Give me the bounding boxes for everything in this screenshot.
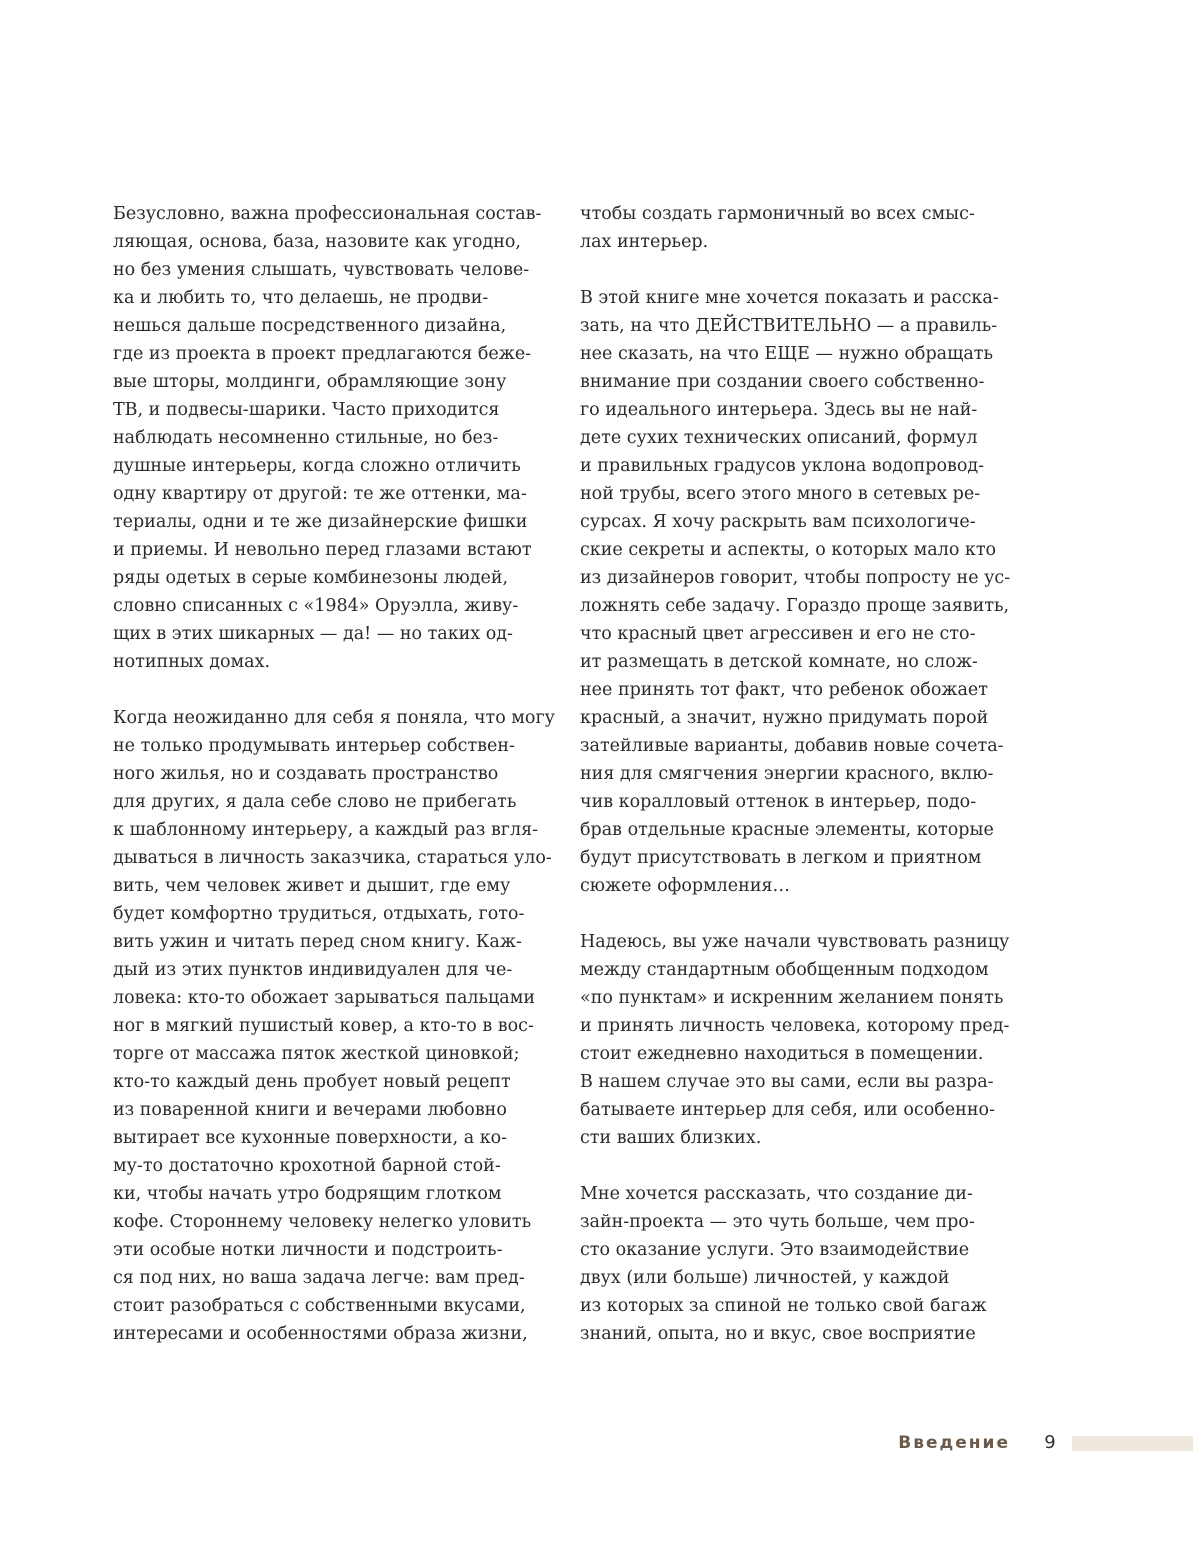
- text-line: стоит ежедневно находиться в помещении.: [580, 1044, 984, 1064]
- right-text-column: [580, 200, 1010, 1348]
- text-line: где из проекта в проект предлагаются беже-: [113, 344, 532, 364]
- text-line: щих в этих шикарных — да! — но таких од-: [113, 624, 513, 644]
- text-line: Когда неожиданно для себя я поняла, что могу: [113, 708, 555, 728]
- text-line: го идеального интерьера. Здесь вы не най-: [580, 400, 978, 420]
- text-line: чив коралловый оттенок в интерьер, подо-: [580, 792, 977, 812]
- text-line: ТВ, и подвесы-шарики. Часто приходится: [113, 400, 500, 420]
- paragraph: [580, 928, 1010, 1152]
- text-line: «по пунктам» и искренним желанием понять: [580, 988, 1004, 1008]
- text-line: и принять личность человека, которому пред-: [580, 1016, 1010, 1036]
- text-line: В нашем случае это вы сами, если вы разра-: [580, 1072, 994, 1092]
- text-line: эти особые нотки личности и подстроить-: [113, 1240, 503, 1260]
- text-line: из дизайнеров говорит, чтобы попросту не ус-: [580, 568, 1011, 588]
- text-line: двух (или больше) личностей, у каждой: [580, 1268, 950, 1288]
- text-line: что красный цвет агрессивен и его не сто-: [580, 624, 976, 644]
- text-line: ного жилья, но и создавать пространство: [113, 764, 499, 784]
- footer-decorative-bar: [1072, 1436, 1193, 1451]
- left-text-column: [113, 200, 555, 1348]
- text-line: сти ваших близких.: [580, 1128, 762, 1148]
- text-line: знаний, опыта, но и вкус, свое восприятие: [580, 1324, 976, 1344]
- text-line: из которых за спиной не только свой багаж: [580, 1296, 987, 1316]
- text-line: ловека: кто-то обожает зарываться пальцами: [113, 988, 535, 1008]
- text-line: ки, чтобы начать утро бодрящим глотком: [113, 1184, 502, 1204]
- text-line: зайн-проекта — это чуть больше, чем про-: [580, 1212, 975, 1232]
- text-line: вить ужин и читать перед сном книгу. Каж-: [113, 932, 522, 952]
- text-line: между стандартным обобщенным подходом: [580, 960, 989, 980]
- text-line: и правильных градусов уклона водопровод-: [580, 456, 985, 476]
- text-line: ся под них, но ваша задача легче: вам пред-: [113, 1268, 525, 1288]
- text-line: но без умения слышать, чувствовать челове-: [113, 260, 530, 280]
- paragraph: [580, 284, 1010, 900]
- text-line: ния для смягчения энергии красного, вклю-: [580, 764, 994, 784]
- footer-section-title: Введение: [898, 1433, 1010, 1453]
- text-line: ляющая, основа, база, назовите как угодно,: [113, 232, 521, 252]
- text-line: вить, чем человек живет и дышит, где ему: [113, 876, 511, 896]
- text-line: красный, а значит, нужно придумать порой: [580, 708, 989, 728]
- paragraph: [113, 704, 555, 1348]
- text-line: одну квартиру от другой: те же оттенки, ма-: [113, 484, 527, 504]
- text-line: му-то достаточно крохотной барной стой-: [113, 1156, 501, 1176]
- text-line: нее сказать, на что ЕЩЕ — нужно обращать: [580, 344, 994, 364]
- text-line: затейливые варианты, добавив новые сочета-: [580, 736, 1004, 756]
- paragraph: [580, 200, 1010, 256]
- page-number: 9: [1044, 1432, 1056, 1453]
- text-line: сто оказание услуги. Это взаимодействие: [580, 1240, 970, 1260]
- text-line: Мне хочется рассказать, что создание ди-: [580, 1184, 973, 1204]
- text-line: дете сухих технических описаний, формул: [580, 428, 978, 448]
- text-line: будут присутствовать в легком и приятном: [580, 848, 982, 868]
- text-line: из поваренной книги и вечерами любовно: [113, 1100, 507, 1120]
- text-line: внимание при создании своего собственно-: [580, 372, 985, 392]
- text-line: Надеюсь, вы уже начали чувствовать разницу: [580, 932, 1010, 952]
- text-line: вые шторы, молдинги, обрамляющие зону: [113, 372, 507, 392]
- paragraph: [580, 1180, 1010, 1348]
- text-line: чтобы создать гармоничный во всех смыс-: [580, 204, 975, 224]
- text-line: Безусловно, важна профессиональная состав-: [113, 204, 542, 224]
- text-line: словно списанных с «1984» Оруэлла, живу-: [113, 596, 519, 616]
- text-line: ские секреты и аспекты, о которых мало кто: [580, 540, 997, 560]
- text-line: наблюдать несомненно стильные, но без-: [113, 428, 499, 448]
- text-line: душные интерьеры, когда сложно отличить: [113, 456, 521, 476]
- text-line: батываете интерьер для себя, или особенно-: [580, 1100, 995, 1120]
- text-line: будет комфортно трудиться, отдыхать, гото-: [113, 904, 525, 924]
- text-line: дый из этих пунктов индивидуален для че-: [113, 960, 513, 980]
- text-line: зать, на что ДЕЙСТВИТЕЛЬНО — а правиль-: [580, 316, 998, 336]
- text-line: сюжете оформления…: [580, 876, 791, 896]
- text-line: торге от массажа пяток жесткой циновкой;: [113, 1044, 520, 1064]
- text-line: ряды одетых в серые комбинезоны людей,: [113, 568, 509, 588]
- text-line: для других, я дала себе слово не прибегать: [113, 792, 517, 812]
- text-line: интересами и особенностями образа жизни,: [113, 1324, 528, 1344]
- text-line: В этой книге мне хочется показать и расска-: [580, 288, 999, 308]
- text-line: ка и любить то, что делаешь, не продви-: [113, 288, 489, 308]
- text-line: ног в мягкий пушистый ковер, а кто-то в вос-: [113, 1016, 534, 1036]
- paragraph: [113, 200, 543, 676]
- text-line: брав отдельные красные элементы, которые: [580, 820, 994, 840]
- text-line: ложнять себе задачу. Гораздо проще заявить,: [580, 596, 1010, 616]
- text-line: нешься дальше посредственного дизайна,: [113, 316, 507, 336]
- text-line: сурсах. Я хочу раскрыть вам психологиче-: [580, 512, 976, 532]
- text-line: дываться в личность заказчика, стараться уло-: [113, 848, 552, 868]
- text-line: лах интерьер.: [580, 232, 709, 252]
- text-line: к шаблонному интерьеру, а каждый раз вгля-: [113, 820, 539, 840]
- text-line: стоит разобраться с собственными вкусами,: [113, 1296, 526, 1316]
- text-line: кофе. Стороннему человеку нелегко уловить: [113, 1212, 532, 1232]
- text-line: ит размещать в детской комнате, но слож-: [580, 652, 978, 672]
- text-line: вытирает все кухонные поверхности, а ко-: [113, 1128, 508, 1148]
- text-line: не только продумывать интерьер собствен-: [113, 736, 515, 756]
- text-line: и приемы. И невольно перед глазами встают: [113, 540, 532, 560]
- text-line: териалы, одни и те же дизайнерские фишки: [113, 512, 528, 532]
- text-line: нее принять тот факт, что ребенок обожает: [580, 680, 988, 700]
- text-line: нотипных домах.: [113, 652, 271, 672]
- text-line: кто-то каждый день пробует новый рецепт: [113, 1072, 511, 1092]
- text-line: ной трубы, всего этого много в сетевых ре-: [580, 484, 981, 504]
